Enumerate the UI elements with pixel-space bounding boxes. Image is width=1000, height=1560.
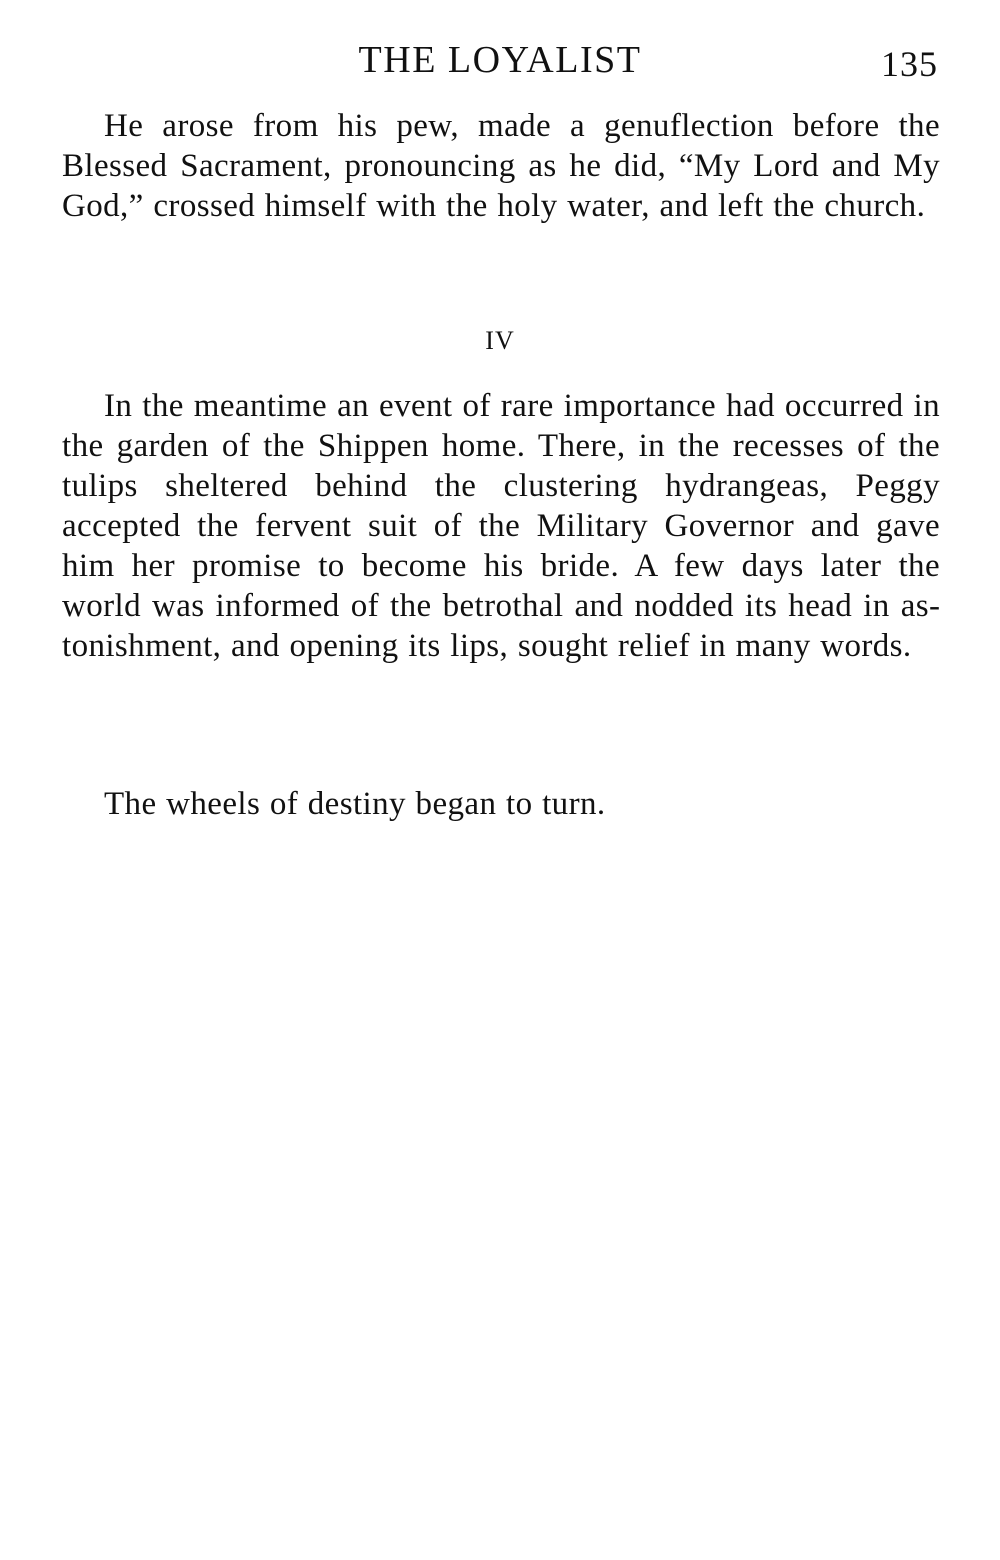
running-head xyxy=(0,38,1000,82)
running-title: THE LOYALIST xyxy=(358,39,642,81)
paragraph: He arose from his pew, made a genuflection before the Blessed Sacrament, pronouncing as he did, “My Lord and My God,” crossed himself with the holy water, and left the church. xyxy=(62,108,940,224)
section-number: IV xyxy=(485,326,515,355)
paragraph: The wheels of destiny began to turn. xyxy=(104,786,606,822)
page-number: 135 xyxy=(881,44,938,84)
paragraph: In the meantime an event of rare importance had occurred in the garden of the Shippen home. There, in the recesses of the tulips sheltered behind the clustering hydrangeas, Peggy accepted the fervent suit of the Military Governor and gave him her promise to become his bride. A few days later the world was informed of the betrothal and nodded its head in astonishment, and opening its lips, sought relief in many words. xyxy=(62,388,940,664)
